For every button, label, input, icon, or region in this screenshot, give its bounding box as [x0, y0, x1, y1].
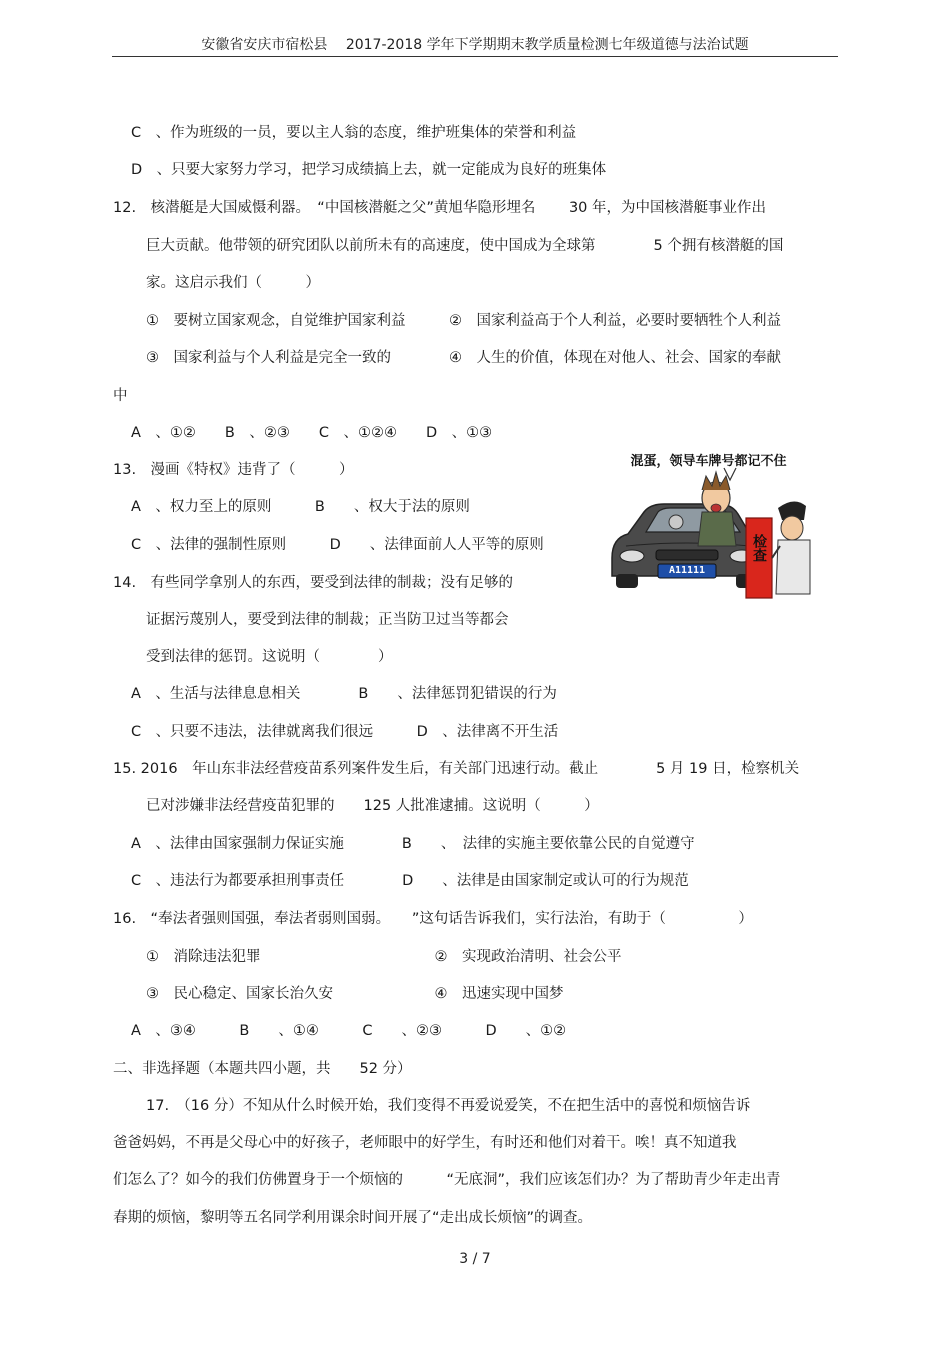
question-12-statements-wrap: 中	[113, 388, 128, 404]
question-13: 13. 漫画《特权》违背了（ ）	[113, 462, 354, 478]
question-17-cont-1: 爸爸妈妈，不再是父母心中的好孩子，老师眼中的好学生，有时还和他们对着干。唉！真不知道我	[113, 1135, 737, 1151]
question-12-statements-2: ③ 国家利益与个人利益是完全一致的 ④ 人生的价值，体现在对他人、社会、国家的奉献	[146, 350, 781, 366]
question-17: 17. （16 分）不知从什么时候开始，我们变得不再爱说爱笑，不在把生活中的喜悦和烦恼告诉	[146, 1098, 751, 1114]
question-15: 15. 2016 年山东非法经营疫苗系列案件发生后，有关部门迅速行动。截止 5 月 19 日，检察机关	[113, 761, 800, 777]
question-12-statements-1: ① 要树立国家观念，自觉维护国家利益 ② 国家利益高于个人利益，必要时要牺牲个人利益	[146, 313, 781, 329]
question-13-options-1: A 、权力至上的原则 B 、权大于法的原则	[131, 499, 470, 515]
header-divider	[112, 56, 838, 57]
question-12-options: A 、①② B 、②③ C 、①②④ D 、①③	[131, 425, 493, 441]
option-11d: D 、只要大家努力学习，把学习成绩搞上去，就一定能成为良好的班集体	[131, 162, 607, 178]
question-16-statements-2: ③ 民心稳定、国家长治久安 ④ 迅速实现中国梦	[146, 986, 564, 1002]
question-17-cont-2: 们怎么了？如今的我们仿佛置身于一个烦恼的 “无底洞”，我们应该怎们办？为了帮助青少年走出青	[113, 1172, 781, 1188]
page-header: 安徽省安庆市宿松县 2017-2018 学年下学期期末教学质量检测七年级道德与法治试题	[201, 37, 749, 53]
question-12: 12. 核潜艇是大国威慑利器。 “中国核潜艇之父”黄旭华隐形埋名 30 年，为中国核潜艇事业作出	[113, 200, 766, 216]
cartoon-caption: 混蛋，领导车牌号都记不住	[630, 454, 787, 469]
question-14: 14. 有些同学拿别人的东西，要受到法律的制裁；没有足够的	[113, 575, 514, 591]
question-15-cont: 已对涉嫌非法经营疫苗犯罪的 125 人批准逮捕。这说明（ ）	[146, 798, 599, 814]
privilege-cartoon	[606, 446, 811, 606]
license-plate-text: A11111	[668, 565, 706, 576]
question-16-options: A 、③④ B 、①④ C 、②③ D 、①②	[131, 1023, 567, 1039]
question-14-cont-2: 受到法律的惩罚。这说明（ ）	[146, 649, 393, 665]
question-14-options-2: C 、只要不违法，法律就离我们很远 D 、法律离不开生活	[131, 724, 559, 740]
question-14-options-1: A 、生活与法律息息相关 B 、法律惩罚犯错误的行为	[131, 686, 557, 702]
question-17-cont-3: 春期的烦恼，黎明等五名同学利用课余时间开展了“走出成长烦恼”的调查。	[113, 1210, 593, 1226]
question-14-cont-1: 证据污蔑别人，要受到法律的制裁；正当防卫过当等都会	[146, 612, 509, 628]
question-15-options-1: A 、法律由国家强制力保证实施 B 、 法律的实施主要依靠公民的自觉遵守	[131, 836, 695, 852]
question-12-cont-1: 巨大贡献。他带领的研究团队以前所未有的高速度，使中国成为全球第 5 个拥有核潜艇的国	[146, 238, 784, 254]
question-15-options-2: C 、违法行为都要承担刑事责任 D 、法律是由国家制定或认可的行为规范	[131, 873, 689, 889]
question-16: 16. “奉法者强则国强，奉法者弱则国弱。 ”这句话告诉我们，实行法治，有助于（ ）	[113, 911, 753, 927]
question-16-statements-1: ① 消除违法犯罪 ② 实现政治清明、社会公平	[146, 949, 622, 965]
page-number: 3 / 7	[459, 1251, 491, 1267]
option-11c: C 、作为班级的一员，要以主人翁的态度，维护班集体的荣誉和利益	[131, 125, 577, 141]
section-2-heading: 二、非选择题（本题共四小题，共 52 分）	[113, 1061, 412, 1077]
checkpoint-sign-text: 检查	[751, 534, 767, 562]
question-12-cont-2: 家。这启示我们（ ）	[146, 275, 320, 291]
cartoon-drawing	[606, 446, 811, 606]
question-13-options-2: C 、法律的强制性原则 D 、法律面前人人平等的原则	[131, 537, 544, 553]
